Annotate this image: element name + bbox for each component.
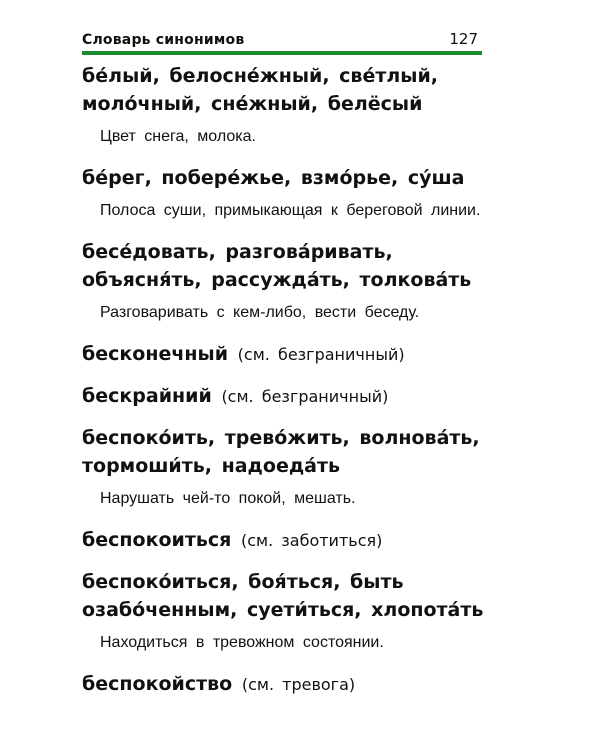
headword-line-1: беспоко́ить, трево́жить, волнова́ть, — [82, 427, 480, 449]
entry-belyi — [82, 62, 502, 151]
header-rule — [82, 51, 482, 55]
entry-bespokoistvo — [82, 670, 502, 699]
entry-headwords — [82, 340, 502, 369]
running-title: Словарь синонимов — [82, 32, 245, 48]
entry-beskonechnyi — [82, 340, 502, 369]
headword-line-2: моло́чный, сне́жный, белёсый — [82, 93, 423, 115]
entry-bespokoitsya-ref — [82, 526, 502, 555]
cross-reference: (см. безграничный) — [237, 345, 405, 364]
entry-headwords — [82, 62, 502, 118]
headword-line-1: беспоко́иться, боя́ться, быть — [82, 571, 404, 593]
headword-line-2: объясня́ть, рассужда́ть, толкова́ть — [82, 269, 472, 291]
entry-definition: Полоса суши, примыкающая к береговой линии. — [100, 202, 481, 219]
entry-headwords — [82, 164, 502, 192]
headword: бесконечный — [82, 343, 229, 365]
headword-line-1: бесе́довать, разгова́ривать, — [82, 241, 393, 263]
entry-headwords — [82, 670, 502, 699]
cross-reference: (см. тревога) — [241, 675, 356, 694]
headword-line-1: бе́лый, белосне́жный, све́тлый, — [82, 65, 438, 87]
headword: беспокоиться — [82, 529, 232, 551]
entry-headwords — [82, 424, 502, 480]
entries-list — [82, 62, 502, 712]
headword-line-1: бе́рег, побере́жье, взмо́рье, су́ша — [82, 167, 465, 189]
entry-bereg — [82, 164, 502, 225]
headword: беспокойство — [82, 673, 233, 695]
entry-bespokoitsya — [82, 568, 502, 657]
cross-reference: (см. безграничный) — [221, 387, 389, 406]
page-header — [82, 28, 482, 52]
entry-headwords — [82, 568, 502, 624]
entry-definition: Нарушать чей-то покой, мешать. — [100, 490, 356, 507]
entry-definition: Находиться в тревожном состоянии. — [100, 634, 384, 651]
entry-beskrainii — [82, 382, 502, 411]
headword: бескрайний — [82, 385, 212, 407]
entry-definition: Цвет снега, молока. — [100, 128, 256, 145]
entry-headwords — [82, 382, 502, 411]
entry-headwords — [82, 526, 502, 555]
headword-line-2: озабо́ченным, суети́ться, хлопота́ть — [82, 599, 484, 621]
entry-besedovat — [82, 238, 502, 327]
cross-reference: (см. заботиться) — [240, 531, 383, 550]
headword-line-2: тормоши́ть, надоеда́ть — [82, 455, 341, 477]
entry-bespokoit — [82, 424, 502, 513]
entry-definition: Разговаривать с кем-либо, вести беседу. — [100, 304, 420, 321]
page-number: 127 — [449, 30, 478, 48]
entry-headwords — [82, 238, 502, 294]
